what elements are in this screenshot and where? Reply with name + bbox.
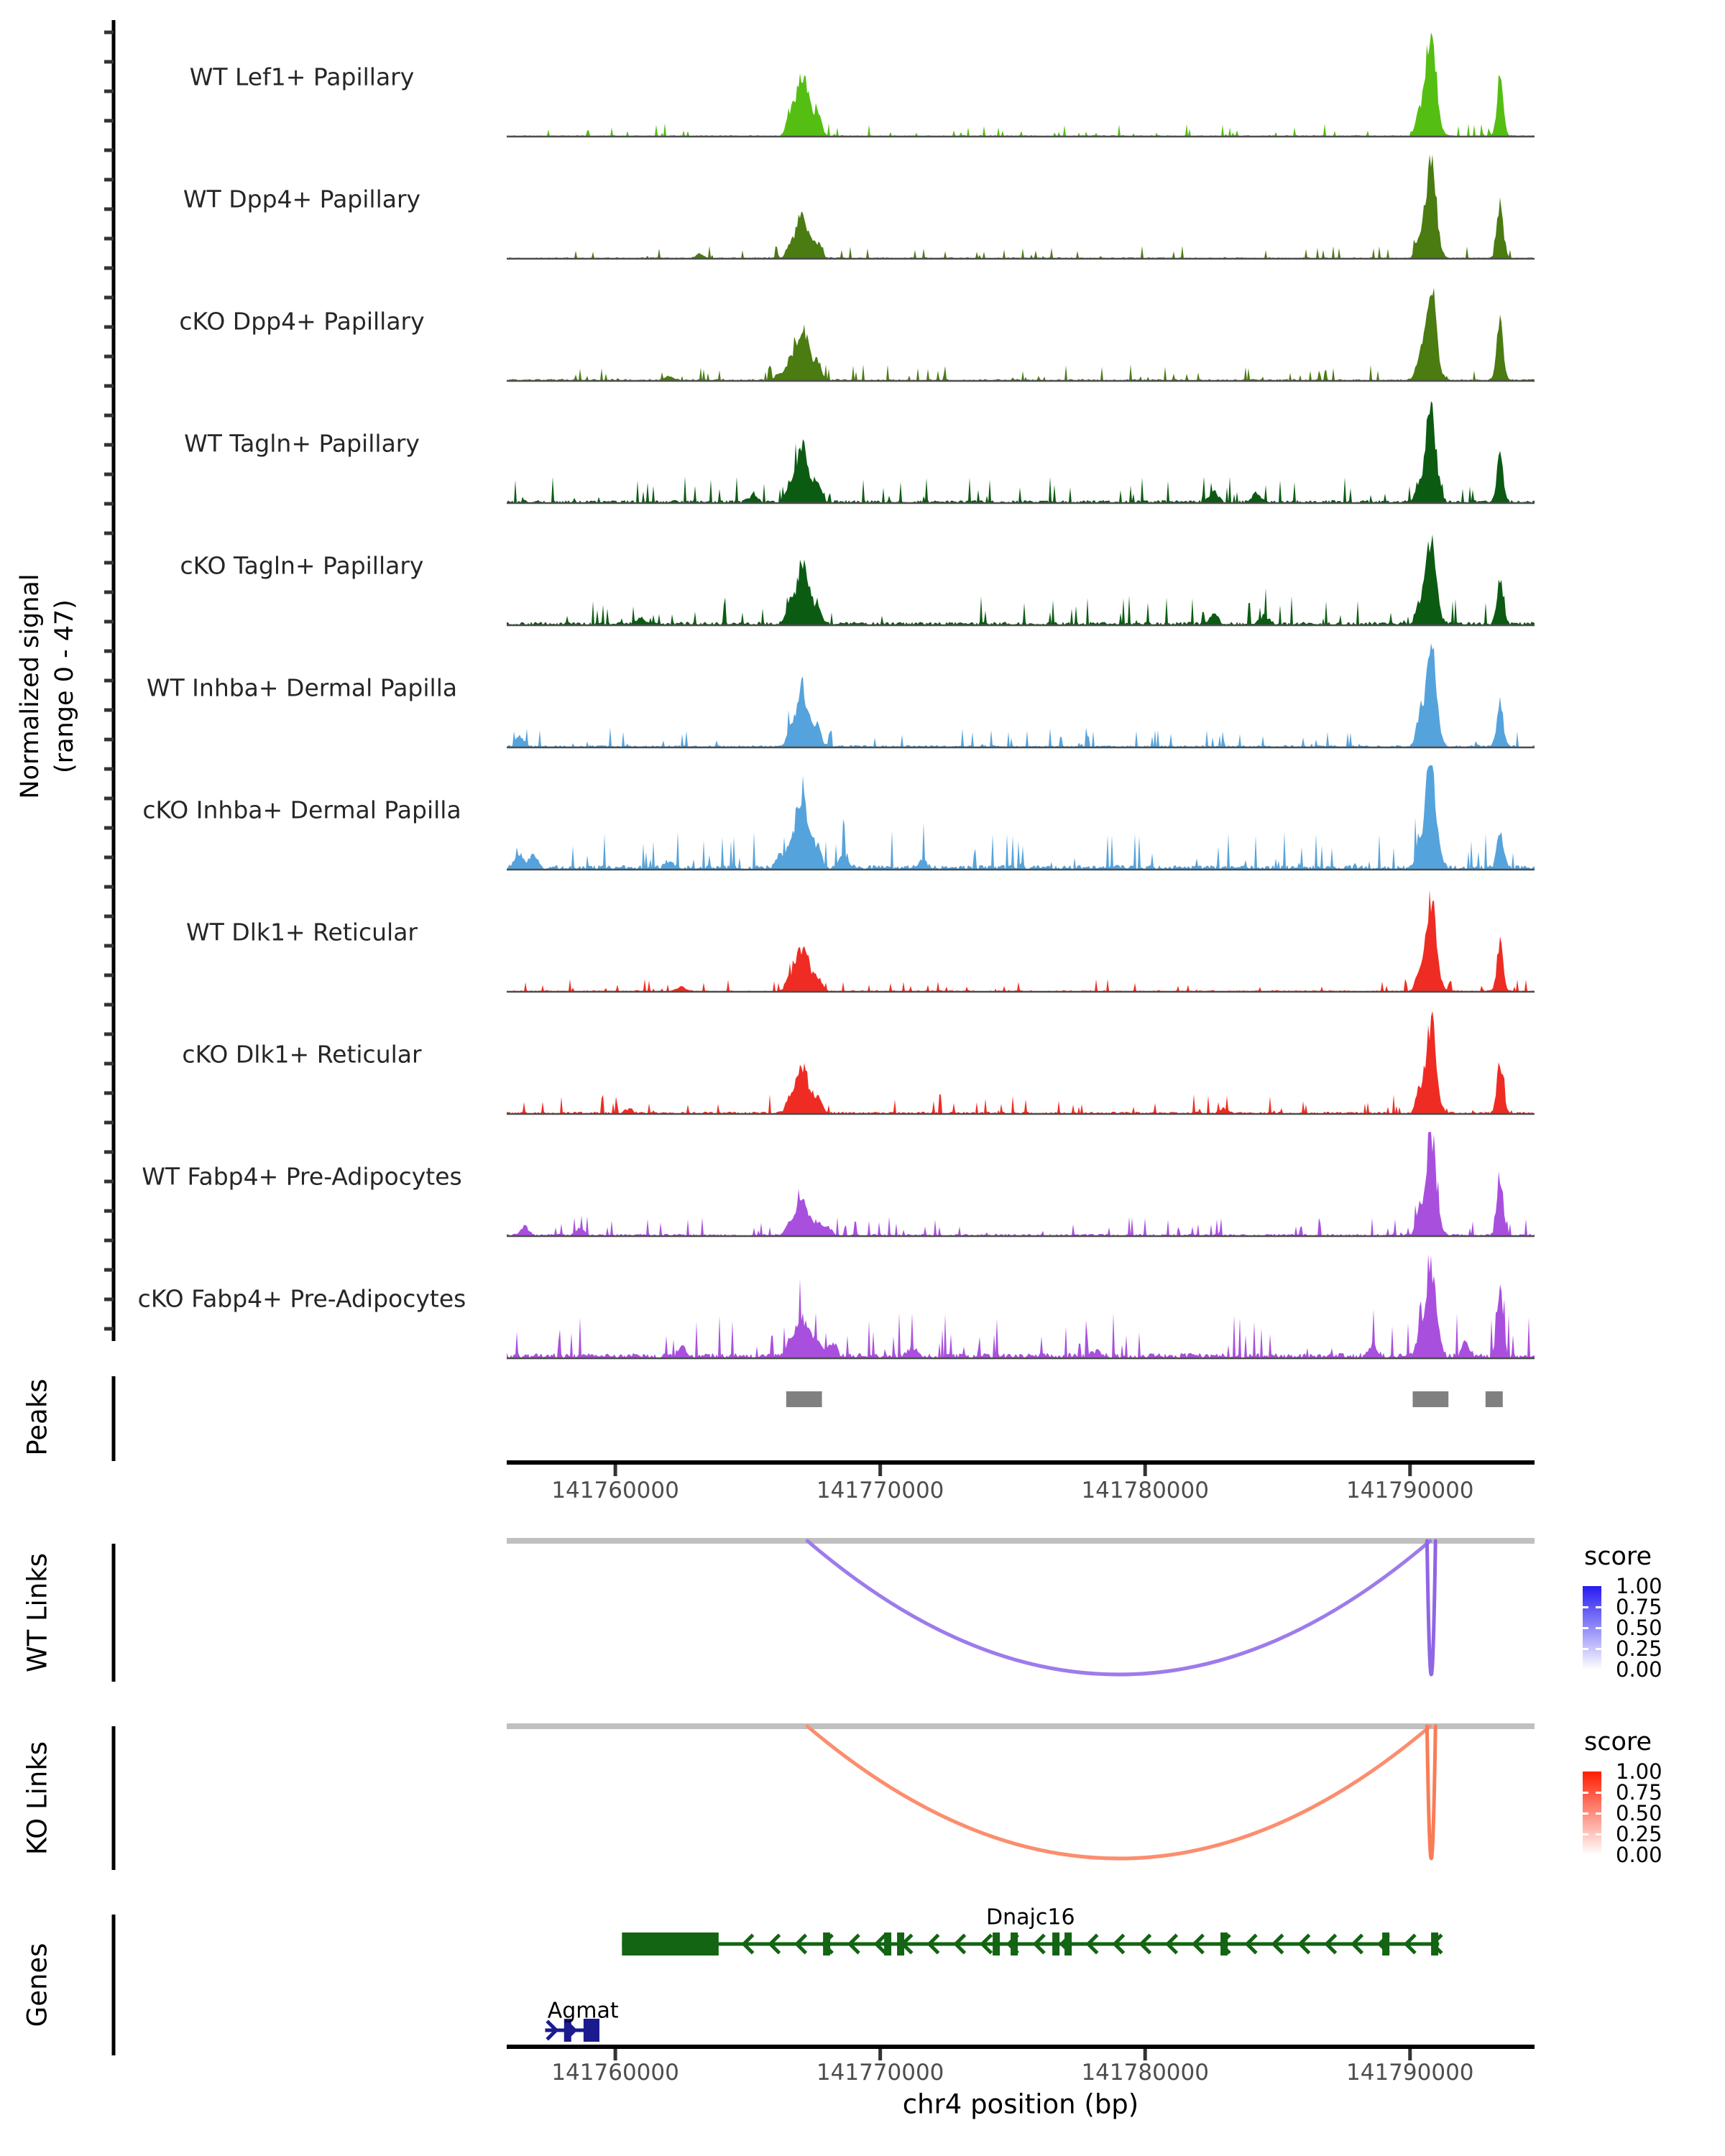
axis-tick-label: 141780000: [1081, 2060, 1209, 2086]
gene-name-label: Dnajc16: [986, 1904, 1075, 1930]
legend-gradient-tick: [1596, 1792, 1601, 1794]
signal-area-7: [507, 765, 1535, 870]
axis-tick-label: 141770000: [816, 1478, 944, 1503]
signal-track-label: WT Dpp4+ Papillary: [183, 185, 421, 213]
link-arc: [807, 1541, 1430, 1674]
signal-area-6: [507, 643, 1535, 747]
signal-area-5: [507, 535, 1535, 625]
signal-track-label: cKO Dlk1+ Reticular: [182, 1040, 422, 1069]
signal-track-label: WT Inhba+ Dermal Papilla: [146, 673, 458, 702]
ko-links-track-label: KO Links: [22, 1741, 53, 1856]
peaks-track-label: Peaks: [22, 1378, 53, 1456]
legend-gradient-tick: [1596, 1627, 1601, 1629]
legend-tick-label: 0.00: [1616, 1657, 1662, 1682]
signal-track-label: WT Fabp4+ Pre-Adipocytes: [142, 1162, 462, 1191]
signal-area-2: [507, 155, 1535, 259]
wt-links-track-label: WT Links: [22, 1553, 53, 1672]
ko-links-legend-title: score: [1584, 1728, 1652, 1756]
gene-utr-box-Dnajc16: [622, 1932, 719, 1955]
peak-region: [786, 1391, 822, 1407]
legend-tick-label: 1.00: [1616, 1574, 1662, 1598]
signal-area-1: [507, 32, 1535, 137]
legend-tick-label: 0.75: [1616, 1780, 1662, 1805]
axis-tick-label: 141790000: [1346, 2060, 1474, 2086]
axis-tick-label: 141760000: [551, 2060, 679, 2086]
legend-gradient-tick: [1596, 1833, 1601, 1835]
legend-tick-label: 0.50: [1616, 1801, 1662, 1825]
signal-track-label: cKO Fabp4+ Pre-Adipocytes: [137, 1284, 466, 1313]
legend-tick-label: 0.75: [1616, 1595, 1662, 1619]
legend-tick-label: 0.50: [1616, 1616, 1662, 1640]
peak-region: [1412, 1391, 1448, 1407]
legend-tick-label: 1.00: [1616, 1759, 1662, 1784]
signal-track-label: WT Tagln+ Papillary: [184, 429, 420, 458]
axis-tick-label: 141760000: [551, 1478, 679, 1503]
signal-area-4: [507, 401, 1535, 503]
signal-area-8: [507, 890, 1535, 992]
signal-track-label: WT Dlk1+ Reticular: [186, 918, 418, 946]
legend-gradient-tick: [1583, 1606, 1588, 1608]
legend-gradient-tick: [1583, 1833, 1588, 1835]
signal-area-11: [507, 1254, 1535, 1358]
signal-area-3: [507, 287, 1535, 381]
legend-gradient-tick: [1583, 1792, 1588, 1794]
link-arc: [1427, 1541, 1435, 1674]
link-arc: [807, 1726, 1430, 1858]
legend-tick-label: 0.25: [1616, 1822, 1662, 1846]
y-axis-label-line1: Normalized signal: [16, 573, 45, 799]
signal-track-label: cKO Tagln+ Papillary: [180, 551, 424, 580]
legend-tick-label: 0.25: [1616, 1636, 1662, 1661]
y-axis-label-line2: (range 0 - 47): [50, 599, 79, 773]
axis-tick-label: 141770000: [816, 2060, 944, 2086]
signal-area-9: [507, 1011, 1535, 1114]
axis-tick-label: 141790000: [1346, 1478, 1474, 1503]
legend-gradient-tick: [1583, 1648, 1588, 1650]
peak-region: [1486, 1391, 1503, 1407]
genes-track-label: Genes: [22, 1943, 53, 2027]
legend-gradient-tick: [1596, 1648, 1601, 1650]
legend-gradient-tick: [1596, 1812, 1601, 1815]
signal-area-10: [507, 1132, 1535, 1236]
signal-track-label: WT Lef1+ Papillary: [189, 63, 415, 91]
x-axis-title: chr4 position (bp): [902, 2088, 1139, 2120]
legend-gradient-tick: [1583, 1627, 1588, 1629]
gene-name-label: Agmat: [547, 1998, 619, 2024]
legend-tick-label: 0.00: [1616, 1843, 1662, 1867]
legend-gradient-tick: [1583, 1812, 1588, 1815]
legend-gradient-tick: [1596, 1606, 1601, 1608]
wt-links-legend-title: score: [1584, 1542, 1652, 1571]
signal-track-label: cKO Inhba+ Dermal Papilla: [142, 796, 461, 824]
link-arc: [1427, 1726, 1435, 1858]
signal-track-label: cKO Dpp4+ Papillary: [179, 307, 425, 336]
axis-tick-label: 141780000: [1081, 1478, 1209, 1503]
